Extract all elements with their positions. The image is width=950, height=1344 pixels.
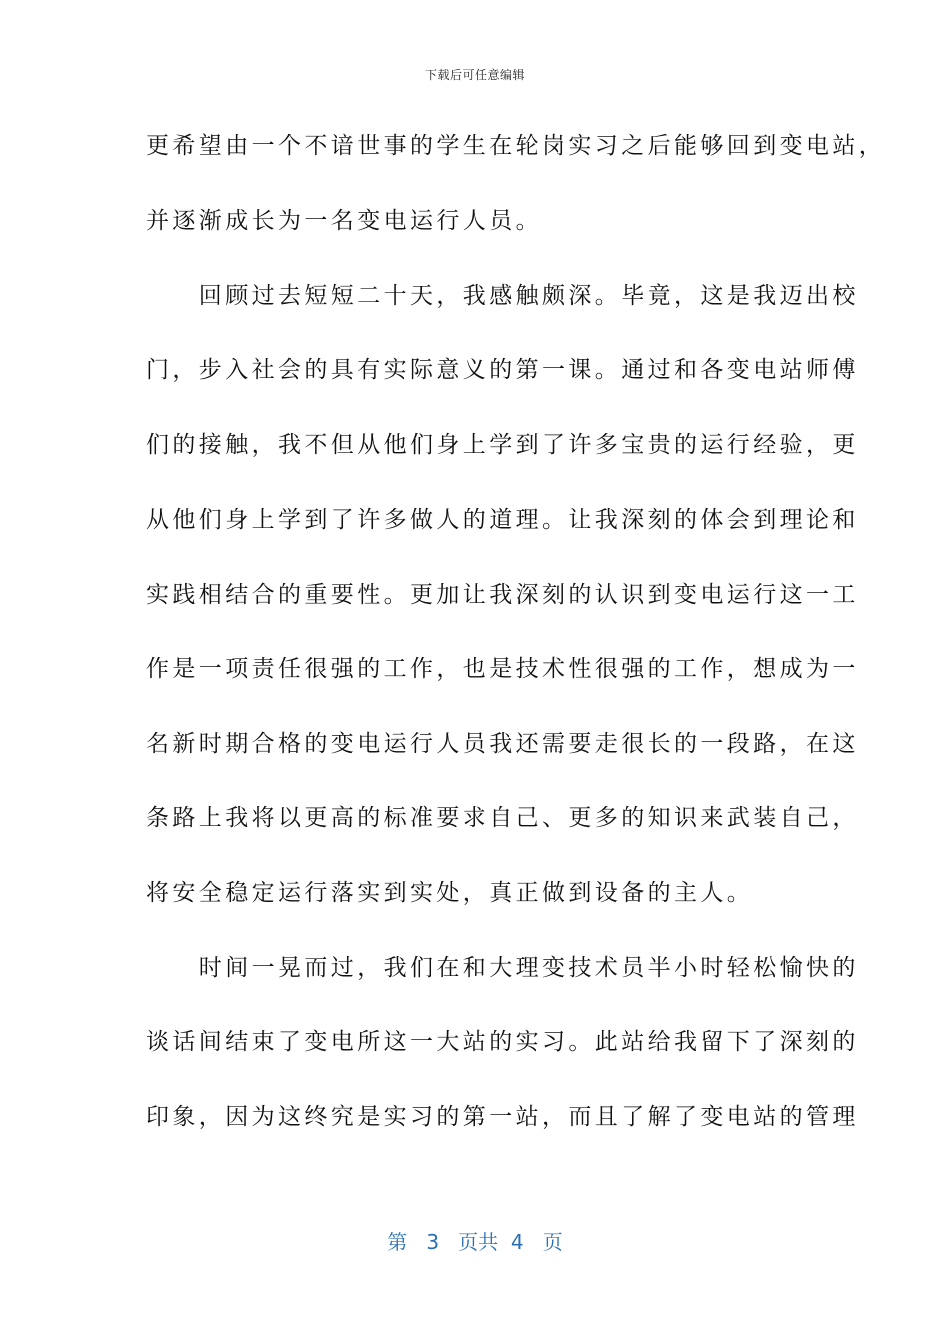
body-line-7: 实践相结合的重要性。更加让我深刻的认识到变电运行这一工 bbox=[146, 582, 859, 608]
body-line-6: 从他们身上学到了许多做人的道理。让我深刻的体会到理论和 bbox=[146, 507, 859, 533]
body-line-2: 并逐渐成长为一名变电运行人员。 bbox=[146, 208, 542, 234]
body-line-4: 门，步入社会的具有实际意义的第一课。通过和各变电站师傅 bbox=[146, 357, 859, 383]
body-line-11: 将安全稳定运行落实到实处，真正做到设备的主人。 bbox=[146, 880, 754, 906]
body-line-13: 谈话间结束了变电所这一大站的实习。此站给我留下了深刻的 bbox=[146, 1029, 859, 1055]
footer-suffix: 页 bbox=[542, 1230, 563, 1254]
page-header: 下载后可任意编辑 bbox=[424, 68, 525, 82]
footer-middle: 页共 bbox=[458, 1230, 499, 1254]
body-line-12: 时间一晃而过，我们在和大理变技术员半小时轻松愉快的 bbox=[146, 955, 859, 981]
body-line-3: 回顾过去短短二十天，我感触颇深。毕竟，这是我迈出校 bbox=[146, 283, 859, 309]
body-line-14: 印象，因为这终究是实习的第一站，而且了解了变电站的管理 bbox=[146, 1104, 859, 1130]
body-line-1: 更希望由一个不谙世事的学生在轮岗实习之后能够回到变电站， bbox=[146, 133, 886, 159]
footer-prefix: 第 bbox=[387, 1230, 408, 1254]
body-line-10: 条路上我将以更高的标准要求自己、更多的知识来武装自己， bbox=[146, 805, 859, 831]
total-pages-number: 4 bbox=[510, 1230, 524, 1254]
body-line-8: 作是一项责任很强的工作，也是技术性很强的工作，想成为一 bbox=[146, 656, 859, 682]
body-line-9: 名新时期合格的变电运行人员我还需要走很长的一段路，在这 bbox=[146, 731, 859, 757]
body-line-5: 们的接触，我不但从他们身上学到了许多宝贵的运行经验，更 bbox=[146, 432, 859, 458]
page-number-footer bbox=[0, 1226, 950, 1255]
current-page-number: 3 bbox=[426, 1230, 440, 1254]
